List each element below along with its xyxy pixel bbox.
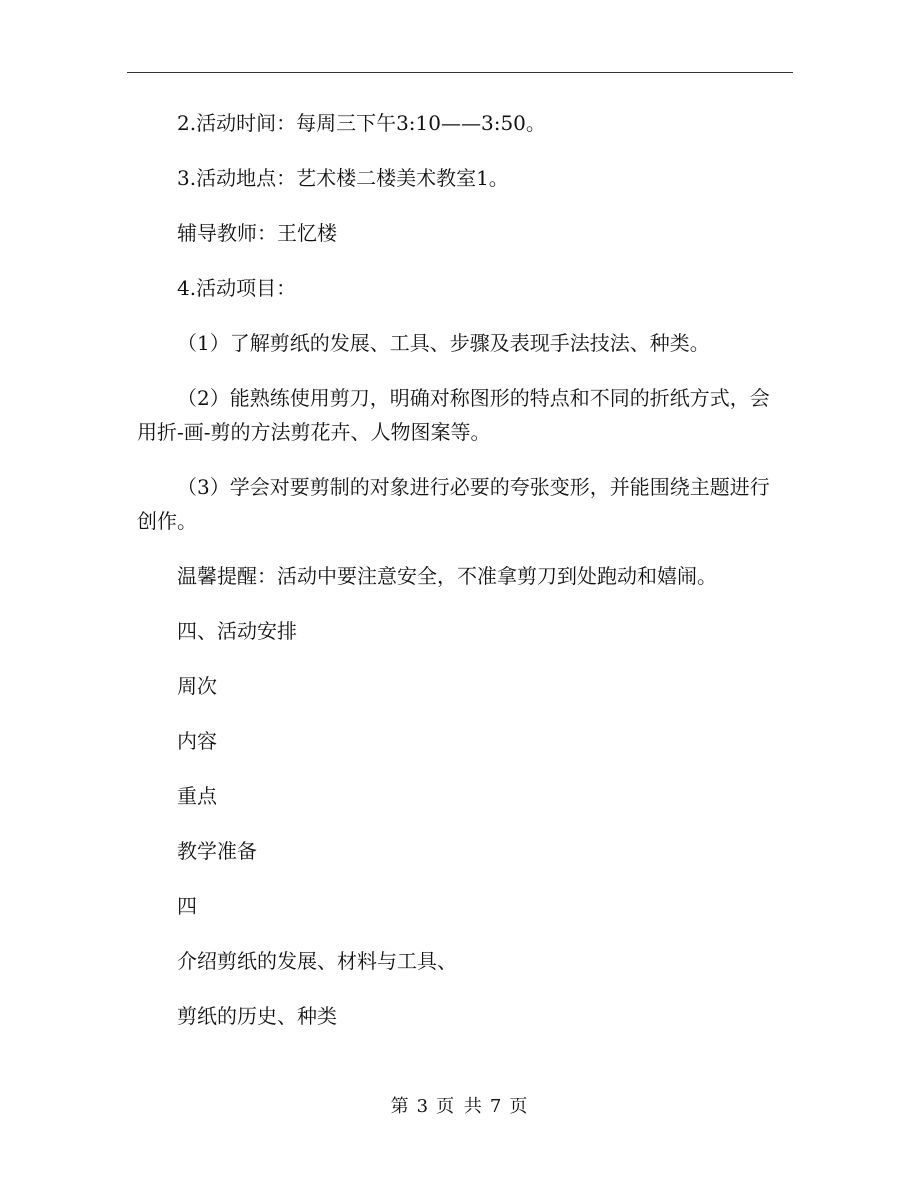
footer-current-page: 3 [416,1096,431,1117]
schedule-week-value: 四 [177,894,197,918]
activity-item-2: （2）能熟练使用剪刀，明确对称图形的特点和不同的折纸方式，会用折-画-剪的方法剪花卉、人物图案等。 [137,386,770,444]
instructor-line: 辅导教师：王忆楼 [177,221,337,245]
schedule-header-content: 内容 [177,729,217,753]
schedule-header-preparation: 教学准备 [177,839,257,863]
footer-suffix: 页 [509,1096,530,1117]
schedule-header-week: 周次 [177,674,217,698]
section-heading-schedule: 四、活动安排 [177,619,297,643]
safety-reminder: 温馨提醒：活动中要注意安全，不准拿剪刀到处跑动和嬉闹。 [177,564,717,588]
activity-item-1: （1）了解剪纸的发展、工具、步骤及表现手法技法、种类。 [177,331,710,355]
document-body [137,106,787,1054]
activity-item-3: （3）学会对要剪制的对象进行必要的夸张变形，并能围绕主题进行创作。 [137,475,770,533]
schedule-focus-value: 剪纸的历史、种类 [177,1004,337,1028]
header-rule [127,72,793,73]
activity-time-line: 2.活动时间：每周三下午3:10——3:50。 [177,111,546,135]
footer-prefix: 第 [390,1096,411,1117]
schedule-header-focus: 重点 [177,784,217,808]
footer-total-pages: 7 [489,1096,504,1117]
footer-middle: 页 共 [436,1096,484,1117]
schedule-content-value: 介绍剪纸的发展、材料与工具、 [177,949,457,973]
activity-items-heading: 4.活动项目： [177,276,297,300]
page-footer [0,1095,920,1119]
activity-location-line: 3.活动地点：艺术楼二楼美术教室1。 [177,166,509,190]
